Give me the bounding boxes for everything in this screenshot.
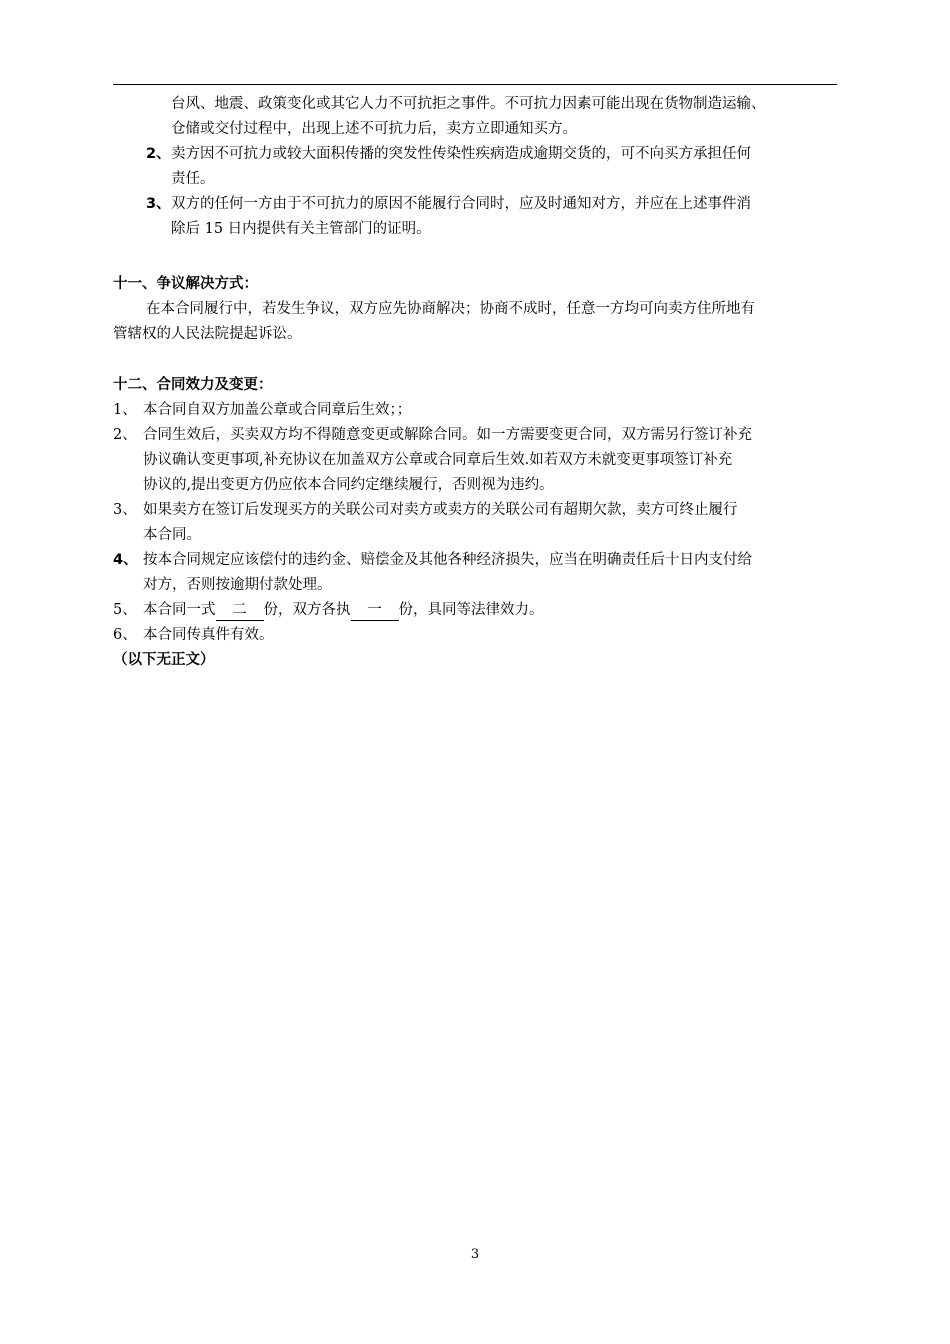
validity-item-2-line-2: 协议确认变更事项,补充协议在加盖双方公章或合同章后生效.如若双方未就变更事项签订补充 [143, 452, 733, 468]
validity-item-6-line-1: 本合同传真件有效。 [143, 627, 274, 643]
force-majeure-item-3-line-1: 双方的任何一方由于不可抗力的原因不能履行合同时，应及时通知对方，并应在上述事件消 [171, 196, 751, 212]
force-majeure-item-2-line-1: 卖方因不可抗力或较大面积传播的突发性传染性疾病造成逾期交货的，可不向买方承担任何 [171, 146, 751, 162]
validity-item-4-line-1: 按本合同规定应该偿付的违约金、赔偿金及其他各种经济损失，应当在明确责任后十日内支付给 [143, 552, 752, 568]
validity-item-3-line-1: 如果卖方在签订后发现买方的关联公司对卖方或卖方的关联公司有超期欠款，卖方可终止履行 [143, 502, 738, 518]
validity-item-5-pre: 本合同一式 [143, 602, 216, 618]
validity-item-6-number: 6、 [113, 627, 137, 643]
validity-item-3-line-2: 本合同。 [143, 527, 201, 543]
force-majeure-item-3-line-2: 除后 15 日内提供有关主管部门的证明。 [171, 221, 431, 237]
force-majeure-continuation-line-2: 仓储或交付过程中，出现上述不可抗力后，卖方立即通知买方。 [171, 121, 577, 137]
copies-each-blank: 一 [351, 601, 399, 621]
force-majeure-item-3-number: 3、 [146, 196, 171, 212]
force-majeure-continuation-line-1: 台风、地震、政策变化或其它人力不可抗拒之事件。不可抗力因素可能出现在货物制造运输、 [171, 96, 766, 112]
validity-item-1-line-1: 本合同自双方加盖公章或合同章后生效；； [143, 402, 412, 418]
validity-item-2-line-1: 合同生效后，买卖双方均不得随意变更或解除合同。如一方需要变更合同，双方需另行签订补充 [143, 427, 752, 443]
validity-item-5-line-1 [143, 598, 544, 622]
validity-item-4-line-2: 对方，否则按逾期付款处理。 [143, 577, 332, 593]
dispute-heading: 十一、争议解决方式： [113, 276, 258, 292]
header-rule [113, 84, 837, 85]
validity-item-1-number: 1、 [113, 402, 137, 418]
force-majeure-item-2-number: 2、 [146, 146, 171, 162]
force-majeure-item-2-line-2: 责任。 [171, 171, 215, 187]
dispute-line-1: 在本合同履行中，若发生争议，双方应先协商解决；协商不成时，任意一方均可向卖方住所地有 [146, 301, 755, 317]
validity-item-2-line-3: 协议的,提出变更方仍应依本合同约定继续履行，否则视为违约。 [143, 477, 554, 493]
end-of-text-note: （以下无正文） [113, 652, 215, 668]
validity-heading: 十二、合同效力及变更： [113, 377, 273, 393]
validity-item-2-number: 2、 [113, 427, 137, 443]
validity-item-5-number: 5、 [113, 602, 137, 618]
validity-item-4-number: 4、 [113, 552, 138, 568]
dispute-line-2: 管辖权的人民法院提起诉讼。 [113, 326, 302, 342]
validity-item-5-post: 份，具同等法律效力。 [398, 602, 544, 618]
copies-count-blank: 二 [216, 601, 264, 621]
validity-item-5-mid: 份，双方各执 [263, 602, 351, 618]
page-number: 3 [470, 1247, 480, 1262]
validity-item-3-number: 3、 [113, 502, 137, 518]
